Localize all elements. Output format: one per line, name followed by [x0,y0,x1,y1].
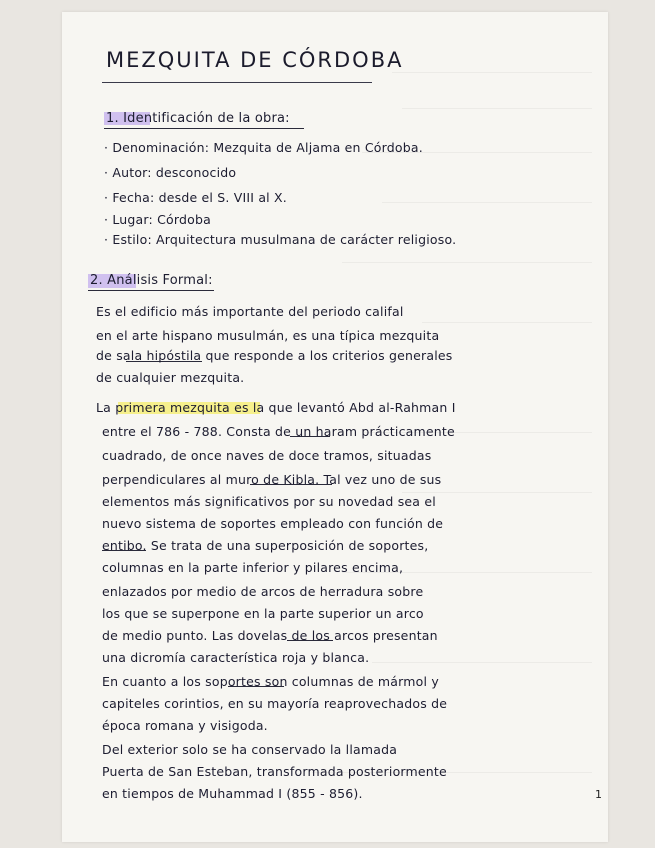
paragraph-line: época romana y visigoda. [102,718,268,733]
paragraph-line: de cualquier mezquita. [96,370,245,385]
paragraph-line: los que se superpone en la parte superior un arco [102,606,424,621]
paragraph-line: entre el 786 - 788. Consta de un haram prácticamente [102,424,455,439]
paragraph-line: columnas en la parte inferior y pilares encima, [102,560,404,575]
page-title: MEZQUITA DE CÓRDOBA [106,48,404,72]
paragraph-line: Del exterior solo se ha conservado la llamada [102,742,398,757]
paragraph-line: en el arte hispano musulmán, es una típica mezquita [96,328,440,343]
list-item: · Fecha: desde el S. VIII al X. [104,190,287,205]
paragraph-line: perpendiculares al muro de Kibla. Tal vez uno de sus [102,472,442,487]
paragraph-line: de sala hipóstila que responde a los criterios generales [96,348,453,363]
list-item: · Denominación: Mezquita de Aljama en Córdoba. [104,140,423,155]
paragraph-line: una dicromía característica roja y blanca. [102,650,370,665]
paragraph-line: cuadrado, de once naves de doce tramos, situadas [102,448,432,463]
paragraph-line: entibo. Se trata de una superposición de soportes, [102,538,429,553]
title-underline [102,82,372,83]
paragraph-line: En cuanto a los soportes son columnas de mármol y [102,674,439,689]
paragraph-line: enlazados por medio de arcos de herradura sobre [102,584,424,599]
page-number: 1 [595,788,602,801]
paragraph-line: La primera mezquita es la que levantó Abd al-Rahman I [96,400,456,415]
paragraph-line: elementos más significativos por su novedad sea el [102,494,436,509]
section2-heading: 2. Análisis Formal: [90,273,213,288]
section1-heading-underline [104,128,304,129]
paragraph-line: capiteles corintios, en su mayoría reaprovechados de [102,696,448,711]
list-item: · Estilo: Arquitectura musulmana de carácter religioso. [104,232,457,247]
paragraph-line: de medio punto. Las dovelas de los arcos presentan [102,628,438,643]
notebook-page [62,12,608,842]
paragraph-line: Puerta de San Esteban, transformada posteriormente [102,764,447,779]
section2-heading-underline [88,290,214,291]
paragraph-line: nuevo sistema de soportes empleado con función de [102,516,444,531]
paragraph-line: Es el edificio más importante del periodo califal [96,304,404,319]
section1-heading: 1. Identificación de la obra: [106,111,290,126]
list-item: · Lugar: Córdoba [104,212,211,227]
paragraph-line: en tiempos de Muhammad I (855 - 856). [102,786,363,801]
list-item: · Autor: desconocido [104,165,237,180]
